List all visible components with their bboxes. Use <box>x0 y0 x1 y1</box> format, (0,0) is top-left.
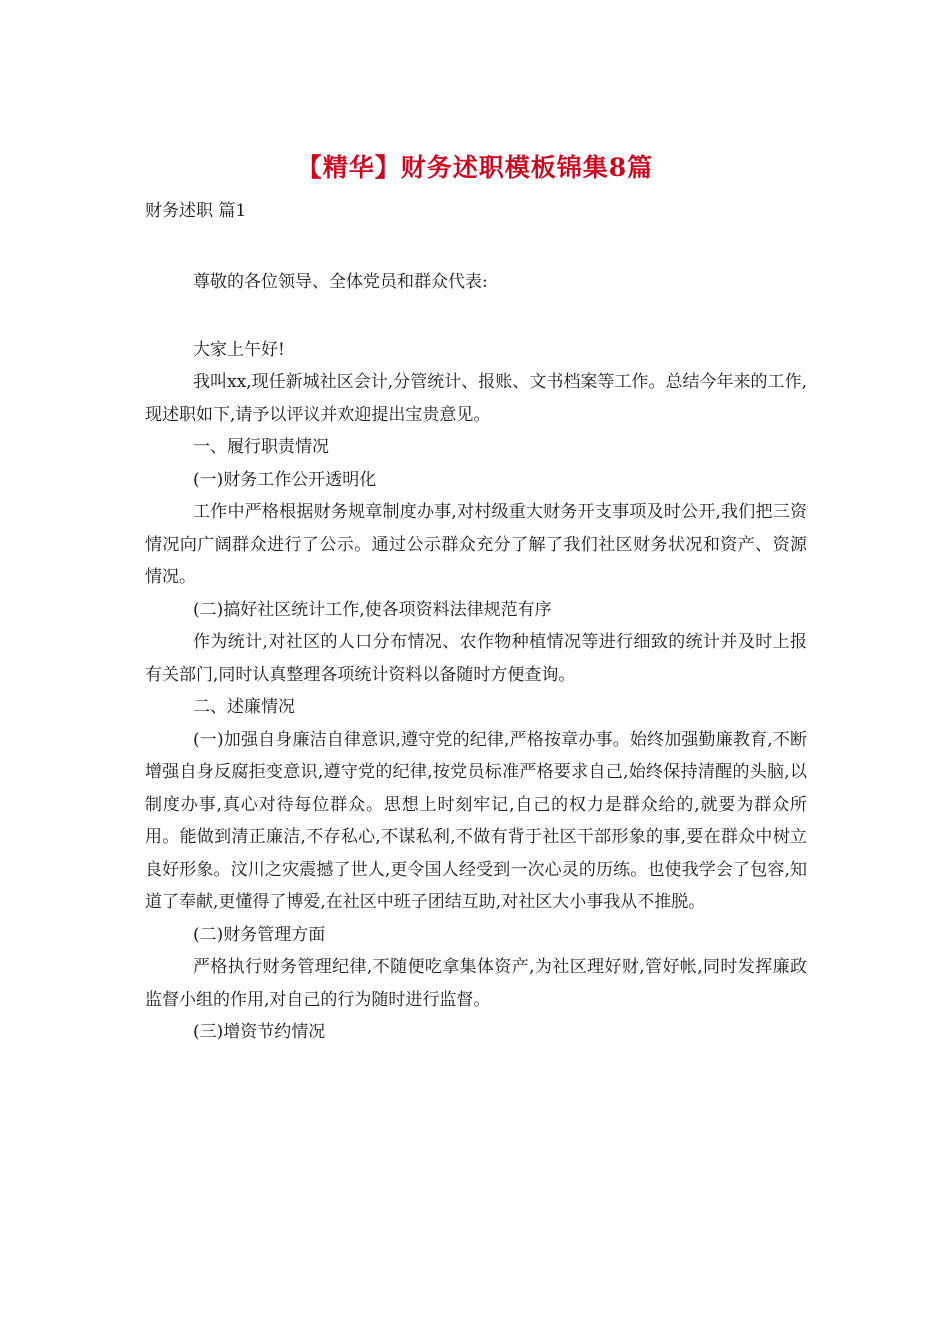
paragraph: 工作中严格根据财务规章制度办事,对村级重大财务开支事项及时公开,我们把三资情况向广阔群众进行了公示。通过公示群众充分了解了我们社区财务状况和资产、资源情况。 <box>145 502 807 587</box>
paragraph: 作为统计,对社区的人口分布情况、农作物种植情况等进行细致的统计并及时上报有关部门,同时认真整理各项统计资料以备随时方便查询。 <box>145 632 807 685</box>
subheading: (一)财务工作公开透明化 <box>193 469 377 490</box>
heading-duties: 一、履行职责情况 <box>193 437 329 457</box>
subheading: (二)搞好社区统计工作,使各项资料法律规范有序 <box>193 599 552 620</box>
paragraph: 严格执行财务管理纪律,不随便吃拿集体资产,为社区理好财,管好帐,同时发挥廉政监督小组的作用,对自己的行为随时进行监督。 <box>145 957 807 1010</box>
subheading: (二)财务管理方面 <box>193 924 326 945</box>
paragraph: 我叫xx,现任新城社区会计,分管统计、报账、文书档案等工作。总结今年来的工作,现述职如下,请予以评议并欢迎提出宝贵意见。 <box>145 372 807 425</box>
section-label: 财务述职 篇1 <box>145 201 247 221</box>
document-body <box>145 266 807 1049</box>
heading-integrity: 二、述廉情况 <box>193 697 295 717</box>
paragraph: (一)加强自身廉洁自律意识,遵守党的纪律,严格按章办事。始终加强勤廉教育,不断增强自身反腐拒变意识,遵守党的纪律,按党员标准严格要求自己,始终保持清醒的头脑,以制度办事,真心对待每位群众。思想上时刻牢记,自己的权力是群众给的,就要为群众所用。能做到清正廉洁,不存私心,不谋私利,不做有背于社区干部形象的事,要在群众中树立良好形象。汶川之灾震撼了世人,更令国人经受到一次心灵的历练。也使我学会了包容,知道了奉献,更懂得了博爱,在社区中班子团结互助,对社区大小事我从不推脱。 <box>145 729 807 912</box>
subheading: (三)增资节约情况 <box>193 1022 326 1042</box>
salutation: 尊敬的各位领导、全体党员和群众代表: <box>193 272 488 292</box>
document-title: 【精华】财务述职模板锦集8篇 <box>296 153 654 182</box>
greeting: 大家上午好! <box>193 339 285 360</box>
